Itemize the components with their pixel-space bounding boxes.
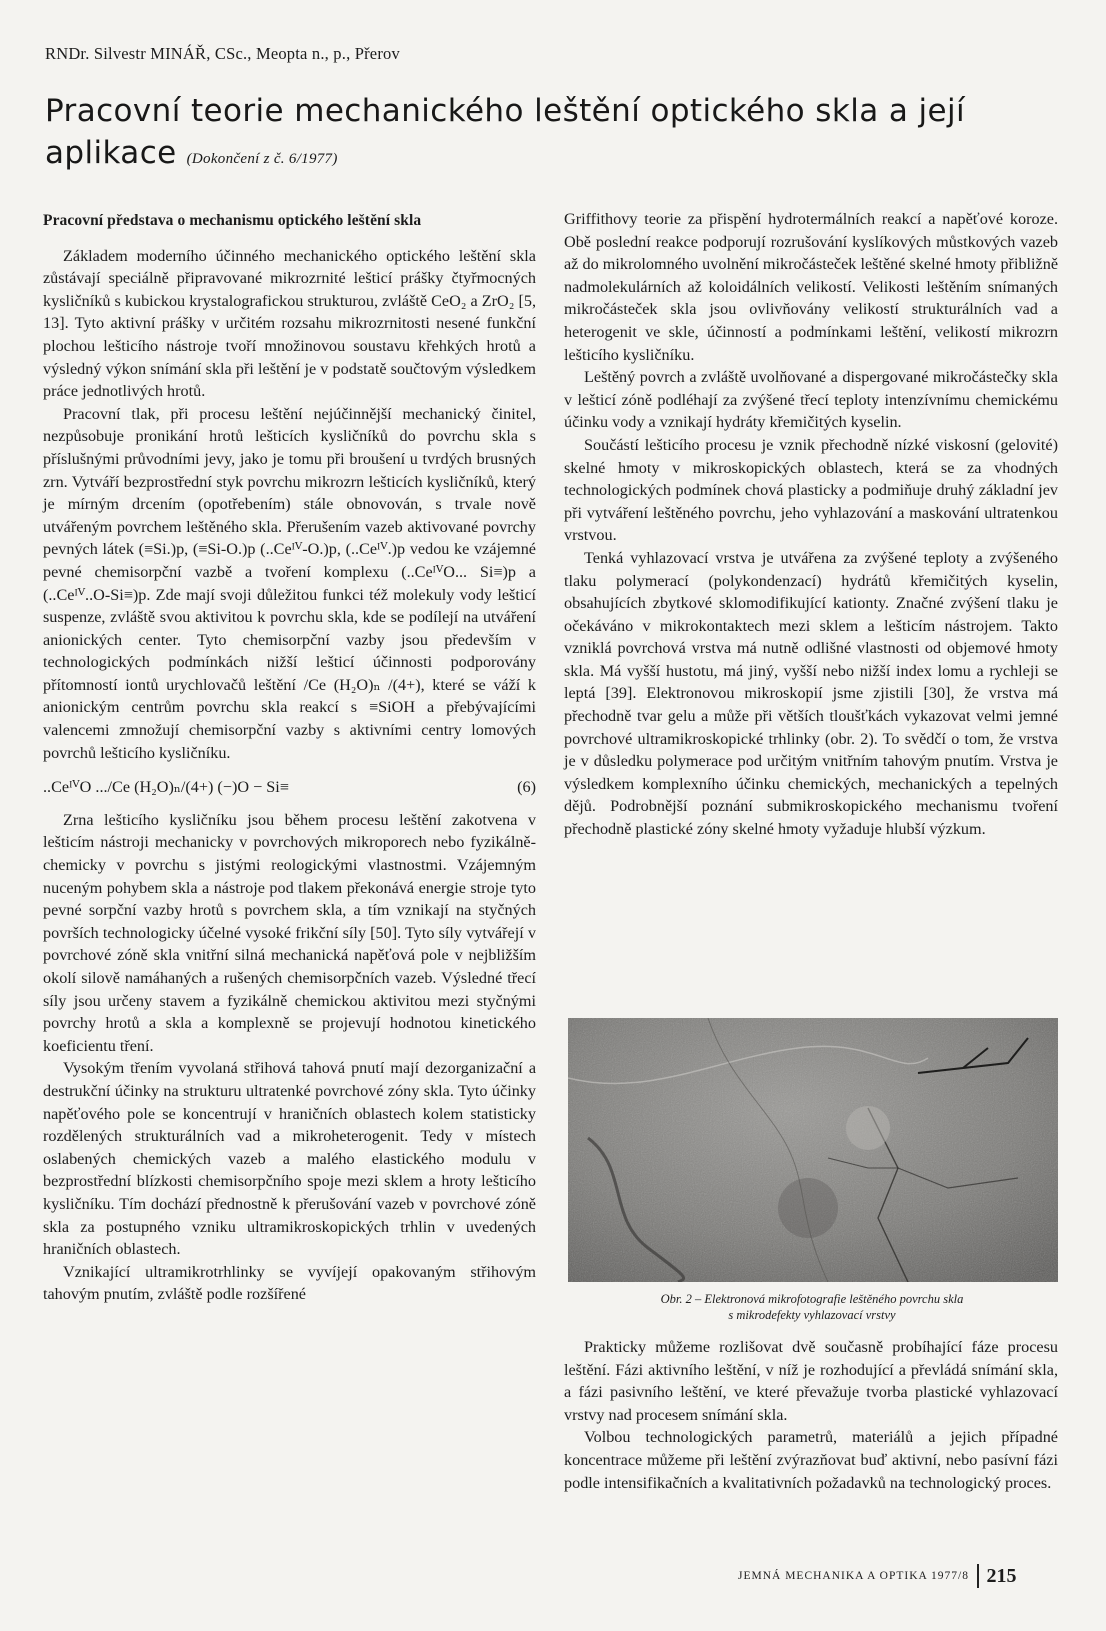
- figure-caption: [562, 1291, 1062, 1323]
- page-number: 215: [986, 1564, 1017, 1587]
- paragraph: Vysokým třením vyvolaná střihová tahová pnutí mají dezorganizační a destrukční účinky na strukturu ultratenké povrchové zóny skla. Tyto účinky napěťového pole se koncentrují v hraničních oblastech kolem statisticky rozdělených strukturálních vad a mikroheterogenit. Tedy v místech oslabených chemických vazeb a malého elastického modulu v bezprostřední blízkosti chemisorpčního spoje mezi sklem a hroty lešticího kysličníku. Tím dochází přednostně k přerušování vazeb v povrchové zóně skla za postupného vzniku ultramikroskopických trhlin v uvedených hraničních oblastech.: [43, 1059, 536, 1259]
- journal-name: JEMNÁ MECHANIKA A OPTIKA 1977/8: [738, 1570, 969, 1582]
- footer-divider: [977, 1564, 979, 1588]
- equation-number: (6): [517, 778, 536, 797]
- section-heading: Pracovní představa o mechanismu optického leštění skla: [43, 212, 422, 229]
- article-title: [45, 90, 1045, 180]
- paragraph: Vznikající ultramikrotrhlinky se vyvíjejí opakovaným střihovým tahovým pnutím, zvláště podle rozšířené: [43, 1262, 536, 1304]
- equation: [43, 776, 536, 799]
- author-line: RNDr. Silvestr MINÁŘ, CSc., Meopta n., p., Přerov: [45, 44, 400, 63]
- caption-line: Obr. 2 – Elektronová mikrofotografie leštěného povrchu skla: [660, 1292, 964, 1306]
- left-column: [43, 210, 536, 1306]
- paragraph: Griffithovy teorie za přispění hydrotermálních reakcí a napěťové koroze. Obě poslední reakce podporují rozrušování kyslíkových můstkových vazeb až do mikrolomného uvolnění mikročásteček leštěné skelné hmoty přibližně nadmolekulárních až koloidálních velikostí. Velikosti leštěním snímaných mikročásteček skla jsou ovlivňovány velikostí strukturálních vad a heterogenit ve skle, účinností a podmínkami leštění, velikostí mikrozrn lešticího kysličníku.: [564, 210, 1058, 364]
- paragraph: Leštěný povrch a zvláště uvolňované a dispergované mikročástečky skla v lešticí zóně podléhají za zvýšené třecí teploty intenzívnímu chemickému účinku vody a vznikají hydráty křemičitých kyselin.: [564, 368, 1058, 432]
- paragraph: Prakticky můžeme rozlišovat dvě současně probíhající fáze procesu leštění. Fázi aktivního leštění, v níž je rozhodující a převládá snímání skla, a fázi pasivního leštění, ve které převažuje tvorba plastické vyhlazovací vrstvy nad procesem snímání skla.: [564, 1338, 1058, 1424]
- electron-micrograph-figure: [568, 1018, 1058, 1282]
- equation-expression: ..CeᴵⱽO .../Ce (H₂O)ₙ/(4+) (−)O − Si≡: [43, 778, 289, 797]
- micrograph-image: [568, 1018, 1058, 1282]
- title-text: Pracovní teorie mechanického leštění optického skla a její aplikace: [45, 93, 966, 171]
- right-column-bottom: [564, 1336, 1058, 1494]
- title-continuation: (Dokončení z č. 6/1977): [186, 151, 338, 167]
- page-footer: [738, 1564, 1017, 1588]
- paragraph: Základem moderního účinného mechanického optického leštění skla zůstávají speciálně připravované mikrozrnité lešticí prášky čtyřmocných kysličníků s kubickou krystalografickou strukturou, zvláště CeO₂ a ZrO₂ [5, 13]. Tyto aktivní prášky v určitém rozsahu mikrozrnitosti nesené funkční plochou lešticího nástroje tvoří množinovou soustavu křehkých hrotů a výsledný výkon snímání skla při leštění je v podstatě součtovým výsledkem práce jednotlivých hrotů.: [43, 246, 536, 401]
- paragraph: Zrna lešticího kysličníku jsou během procesu leštění zakotvena v lešticím nástroji mechanicky v povrchových mikroporech nebo fyzikálně-chemicky v povrchu s jistými reologickými vlastnostmi. Vzájemným nuceným pohybem skla a nástroje pod tlakem překonává energie stroje tyto pevné sorpční vazby hrotů s povrchem skla, a tím vznikají na styčných površích technologicky účelné vysoké frikční síly [50]. Tyto síly vytvářejí v povrchové zóně skla vnitřní silná mechanická napěťová pole v nejbližším okolí silově namáhaných a rušených chemisorpčních vazeb. Výsledné třecí síly jsou určeny stavem a fyzikálně chemickou aktivitou mezi styčnými povrchy hrotů a skla a komplexně se projevují hodnotou kinetického koeficientu tření.: [43, 810, 536, 1055]
- paragraph: Volbou technologických parametrů, materiálů a jejich případné koncentrace můžeme při leštění zvýrazňovat buď aktivní, nebo pasívní fázi podle intensifikačních a kvalitativních požadavků na technologický proces.: [564, 1428, 1058, 1492]
- caption-line: s mikrodefekty vyhlazovací vrstvy: [728, 1308, 896, 1322]
- paragraph: Součástí lešticího procesu je vznik přechodně nízké viskosní (gelovité) skelné hmoty v mikroskopických oblastech, která se za vhodných technologických podmínek chová plasticky a podmiňuje druhý základní jev při vytváření leštěného povrchu, jeho vyhlazování a maskování ultratenkou vrstvou.: [564, 435, 1058, 545]
- paragraph: Tenká vyhlazovací vrstva je utvářena za zvýšené teploty a zvýšeného tlaku polymerací (polykondenzací) hydrátů křemičitých kyselin, obsahujících zbytkové sklomodifikující kationty. Značné zvýšení tlaku je očekáváno v mikrokontaktech mezi sklem a lešticím nástrojem. Takto vzniklá povrchová vrstva má nutně odlišné vlastnosti od objemové hmoty skla. Má vyšší hustotu, má jiný, vyšší nebo nižší index lomu a rychleji se leptá [39]. Elektronovou mikroskopií jsme zjistili [30], že vrstva má přechodně tvar gelu a může při větších tloušťkách vykazovat velmi jemné povrchové ultramikroskopické trhlinky (obr. 2). To svědčí o tom, že vrstva je v důsledku polymerace pod určitým vnitřním tahovým pnutím. Vrstva je výsledkem komplexního účinku chemických, mechanických a tepelných dějů. Podrobnější poznání submikroskopického mechanismu tvoření přechodně plastické zóny skelné hmoty vyžaduje hlubší výzkum.: [564, 548, 1058, 839]
- right-column: [564, 208, 1058, 841]
- paragraph: Pracovní tlak, při procesu leštění nejúčinnější mechanický činitel, nezpůsobuje pronikání hrotů lešticích kysličníků do povrchu skla s příslušnými průvodními jevy, jako je tomu při broušení u tvrdých brusných zrn. Vytváří bezprostřední styk povrchu mikrozrn lešticích kysličníků, který je mírným drcením (opotřebením) stále obnovován, s trvale nově utvářeným povrchem leštěného skla. Přerušením vazeb aktivované povrchy pevných látek (≡Si.)p, (≡Si-O.)p (..Ceᴵⱽ-O.)p, (..Ceᴵⱽ.)p vedou ke vzájemné pevné chemisorpční vazbě a tvoření komplexu (..CeᴵⱽO... Si≡)p a (..Ceᴵⱽ..O-Si≡)p. Zde mají svoji důležitou funkci též molekuly vody lešticí suspenze, zvláště svou aktivitou k povrchu skla, kde se podílejí na utváření anionických center. Tyto chemisorpční vazby jsou především v technologických podmínkách nižší lešticí účinnosti podporovány přítomností iontů urychlovačů leštění /Ce (H₂O)ₙ /(4+), které se váží k anionickým centrům povrchu skla reakcí s ≡SiOH a přebývajícími valencemi zmnožují chemisorpční vazby s aktivními centry lomových povrchů lešticího kysličníku.: [43, 404, 536, 762]
